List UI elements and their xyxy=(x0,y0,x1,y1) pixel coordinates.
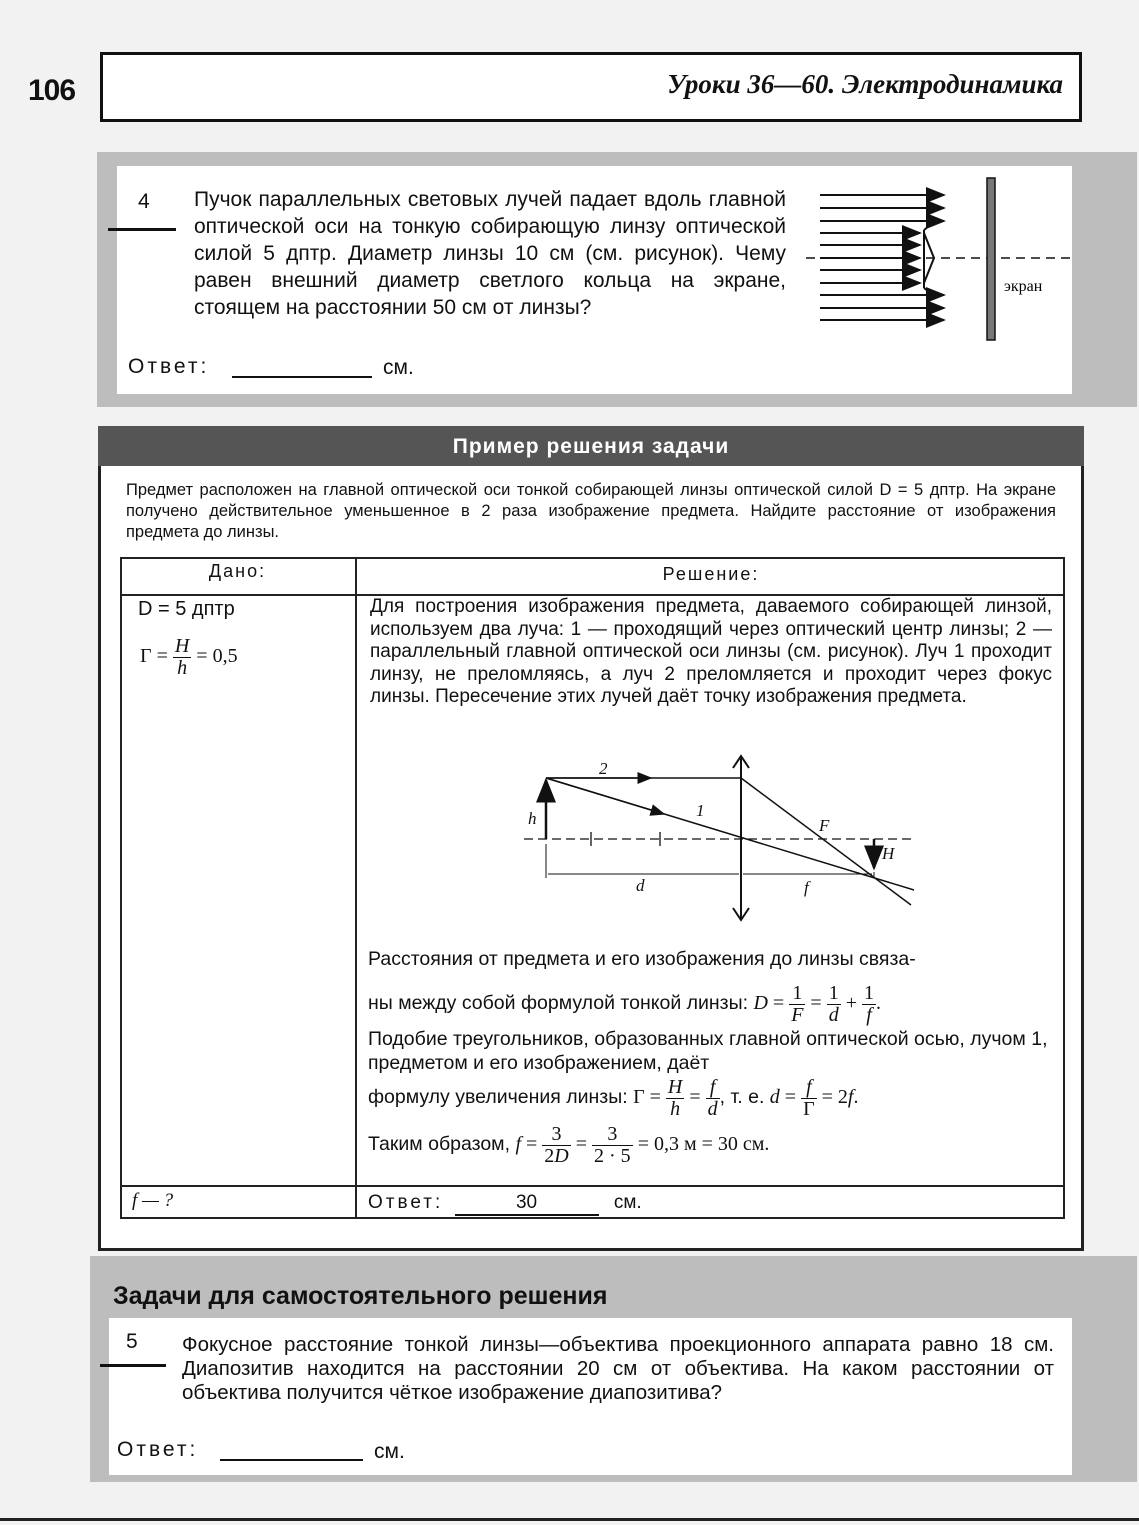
self-study-title: Задачи для самостоятельного решения xyxy=(113,1282,608,1310)
gamma-lhs: Γ = xyxy=(140,645,168,668)
image-distance-label: f xyxy=(804,878,809,897)
solution-paragraph-3: Подобие треугольников, образованных главной оптической осью, лучом 1, предметом и его изображением, даёт xyxy=(368,1028,1048,1074)
final-calculation-intro: Таким образом, xyxy=(368,1133,511,1156)
example-answer xyxy=(368,1192,642,1216)
problem-5-number: 5 xyxy=(126,1330,138,1353)
final-calculation-formula: f = $\frac{3}{2D}$ = $\frac{3}{2 \cdot 5}$ = 0,3 м = 30 см. xyxy=(515,1123,770,1167)
final-calculation-result: = 0,3 м = 30 см. xyxy=(637,1133,770,1156)
problem-4-answer-field[interactable] xyxy=(232,376,372,378)
problem-5-answer-field[interactable] xyxy=(220,1459,363,1461)
given-header: Дано: xyxy=(208,561,267,581)
image-height-label: H xyxy=(882,844,895,863)
magnification-intro: формулу увеличения линзы: xyxy=(368,1086,628,1109)
example-title: Пример решения задачи xyxy=(452,435,730,458)
find-unknown: f — ? xyxy=(132,1190,174,1211)
problem-5-text: Фокусное расстояние тонкой линзы—объектива проекционного аппарата равно 18 см. Диапозитив находится на расстоянии 20 см от объектива. На каком расстоянии от объектива получится чёткое изображение диапозитива? xyxy=(182,1333,1054,1404)
ray-diagram xyxy=(516,750,921,925)
problem-5-number-underline xyxy=(100,1364,166,1367)
magnification-formula-line xyxy=(368,1077,1058,1120)
thin-lens-formula: D = $\frac{1}{F}$ = $\frac{1}{d}$ + $\frac{1}{f}$ . xyxy=(753,982,881,1026)
lens-screen-figure xyxy=(806,170,1076,350)
solution-text: Для построения изображения предмета, даваемого собирающей линзой, используем два луча: 1 — проходящий через оптический центр линзы; 2 — параллельный главной оптической оси линзы (см. рисунок). Луч 1 проходит линзу, не преломляясь, а луч 2 преломляется и проходит через фокус линзы. Пересечение этих лучей даёт точку изображения предмета. xyxy=(370,596,1052,707)
magnification-connector: , т. е. xyxy=(719,1086,765,1109)
chapter-header xyxy=(100,52,1082,122)
object-height-label: h xyxy=(528,809,537,828)
problem-4-unit: см. xyxy=(383,356,414,379)
distance-formula: d = $\frac{f}{\Gamma}$ = 2f. xyxy=(769,1076,859,1120)
gamma-denominator: h xyxy=(177,657,188,679)
table-answer-divider xyxy=(120,1185,1065,1187)
example-answer-unit: см. xyxy=(613,1192,642,1213)
gamma-numerator: H xyxy=(174,635,190,657)
ray-1-label: 1 xyxy=(696,801,705,820)
example-title-bar xyxy=(98,426,1084,466)
object-distance-label: d xyxy=(636,876,645,895)
gamma-rhs: = 0,5 xyxy=(196,645,238,668)
thin-lens-intro: ны между собой формулой тонкой линзы: xyxy=(368,992,749,1015)
problem-5-answer-label: Ответ: xyxy=(117,1438,199,1461)
example-condition: Предмет расположен на главной оптической оси тонкой собирающей линзы оптической силой D = 5 дптр. На экране получено действительное уменьшенное в 2 раза изображение предмета. Найдите расстояние от изображения предмета до линзы. xyxy=(126,481,1056,541)
given-magnification xyxy=(140,636,238,679)
gamma-fraction xyxy=(173,636,191,679)
given-optical-power: D = 5 дптр xyxy=(138,598,235,620)
example-answer-value: 30 xyxy=(455,1192,599,1216)
final-calculation-line xyxy=(368,1124,1058,1167)
solution-header: Решение: xyxy=(662,564,760,584)
solution-paragraph-1: Расстояния от предмета и его изображения до линзы связа- xyxy=(368,948,916,970)
focus-label: F xyxy=(819,816,830,835)
problem-4-number-underline xyxy=(108,228,176,231)
problem-4-text: Пучок параллельных световых лучей падает вдоль главной оптической оси на тонкую собирающую линзу оптической силой 5 дптр. Диаметр линзы 10 см (см. рисунок). Чему равен внешний диаметр светлого кольца на экране, стоящем на расстоянии 50 см от линзы? xyxy=(194,188,786,319)
magnification-formula: Γ = $\frac{H}{h}$ = $\frac{f}{d}$ xyxy=(633,1076,718,1120)
example-answer-label: Ответ: xyxy=(368,1192,444,1213)
page-number: 106 xyxy=(28,74,76,107)
page-bottom-rule xyxy=(0,1518,1139,1521)
problem-5-unit: см. xyxy=(374,1440,405,1463)
chapter-title: Уроки 36—60. Электродинамика xyxy=(667,69,1063,99)
problem-4-number: 4 xyxy=(138,190,150,213)
thin-lens-formula-line xyxy=(368,983,1058,1026)
screen-label: экран xyxy=(1004,278,1043,295)
problem-4-answer-label: Ответ: xyxy=(128,355,210,378)
ray-2-label: 2 xyxy=(599,759,608,778)
table-column-divider xyxy=(355,557,357,1219)
